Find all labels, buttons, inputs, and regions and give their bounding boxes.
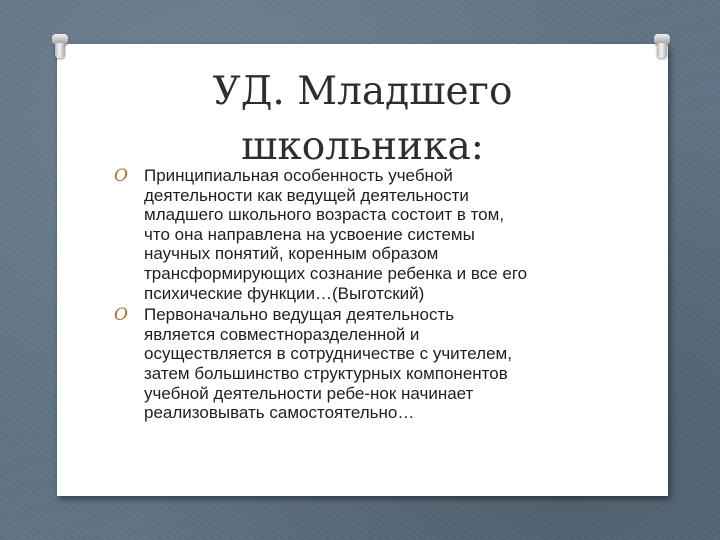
pushpin-body	[55, 43, 65, 58]
bullet-line: Принципиальная особенность учебной	[144, 166, 453, 185]
bullet-line: младшего школьного возраста состоит в том,	[144, 205, 505, 225]
pushpin-icon	[654, 34, 670, 60]
bullet-item	[112, 166, 612, 303]
bullet-line: деятельности как ведущей деятельности	[144, 185, 469, 205]
bullet-marker-icon: O	[114, 166, 128, 186]
bullet-item	[112, 305, 612, 423]
slide-title-line-1: УД. Младшего	[212, 69, 513, 114]
bullet-line: научных понятий, коренным образом	[144, 244, 439, 264]
pushpin-body	[657, 43, 667, 58]
slide-title-line-2: школьника:	[241, 124, 484, 169]
bullet-line: что она направлена на усвоение системы	[144, 224, 475, 244]
bullet-line: реализовывать самостоятельно…	[144, 403, 415, 423]
bullet-line: трансформирующих сознание ребенка и все его	[144, 263, 528, 283]
bullet-line: учебной деятельности ребе-нок начинает	[144, 383, 474, 403]
slide-title	[57, 64, 668, 174]
bullet-list	[112, 166, 612, 425]
bullet-line: Первоначально ведущая деятельность	[144, 305, 455, 325]
bullet-line: затем большинство структурных компонентов	[144, 363, 508, 383]
bullet-marker-icon: O	[114, 305, 128, 326]
bullet-line: является совместноразделенной и	[144, 324, 420, 344]
bullet-line: осуществляется в сотрудничестве с учителем,	[144, 344, 512, 364]
bullet-line: психические функции…(Выготский)	[144, 283, 425, 303]
pushpin-icon	[52, 34, 68, 60]
